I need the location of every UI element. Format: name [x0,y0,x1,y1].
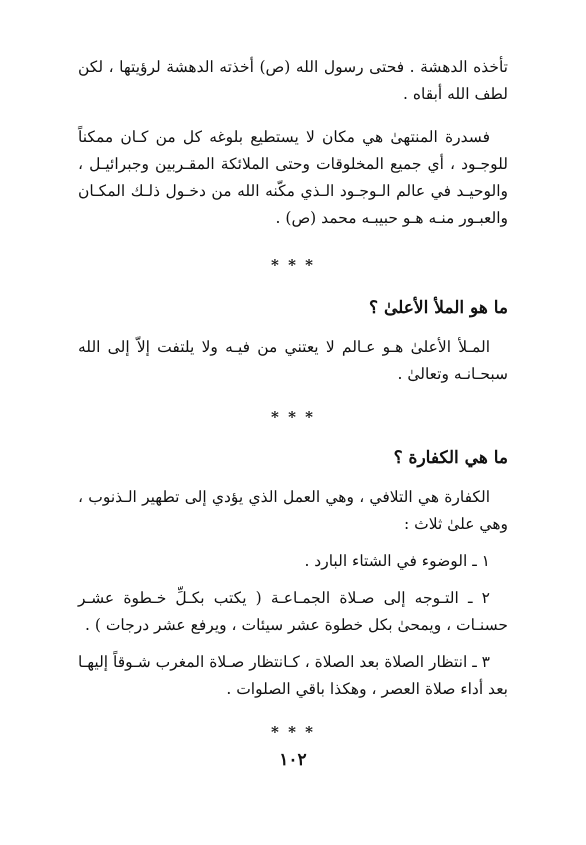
page-number: ١٠٢ [279,750,307,770]
paragraph-kaffara-definition: الكفارة هي التلافي ، وهي العمل الذي يؤدي إلى تطهير الـذنوب ، وهي علىٰ ثلاث : [78,488,508,533]
list-item-1: ١ ـ الوضوء في الشتاء البارد . [304,552,490,570]
list-item-3: ٣ ـ انتظار الصلاة بعد الصلاة ، كـانتظار صـلاة المغرب شـوقاً إليهـا بعد أداء صلاة العصر ، وهكذا باقي الصلوات . [78,653,508,698]
paragraph-continuation: تأخذه الدهشة . فحتى رسول الله (ص) أخذته الدهشة لرؤيتها ، لكن لطف الله أبقاه . [78,58,508,103]
section-divider-1: * * * [271,256,315,274]
list-item-2: ٢ ـ التـوجه إلى صـلاة الجمـاعـة ( يكتب بكـلِّ خـطوة عشـر حسنـات ، ويمحىٰ بكل خطوة عشر سيئات ، ويرفع عشر درجات ) . [78,589,508,634]
paragraph-sidrat-al-muntaha: فسدرة المنتهىٰ هي مكان لا يستطيع بلوغه كل من كـان ممكناً للوجـود ، أي جميع المخلوقات وحتى الملائكة المقـربين وجبرائيـل ، والوحيـد في عالم الـوجـود الـذي مكّنه الله من دخـول ذلـك المكـان والعبـور منـه هـو حبيبـه محمد (ص) . [78,128,508,227]
section-divider-3: * * * [271,723,315,741]
heading-kaffara: ما هي الكفارة ؟ [393,448,508,468]
paragraph-al-mala-al-ala: المـلأ الأعلىٰ هـو عـالم لا يعتني من فيـه ولا يلتفت إلاّ إلى الله سبحـانـه وتعالىٰ . [78,338,508,383]
heading-al-mala-al-ala: ما هو الملأ الأعلىٰ ؟ [369,298,508,318]
page-body [78,50,508,741]
section-divider-2: * * * [271,408,315,426]
